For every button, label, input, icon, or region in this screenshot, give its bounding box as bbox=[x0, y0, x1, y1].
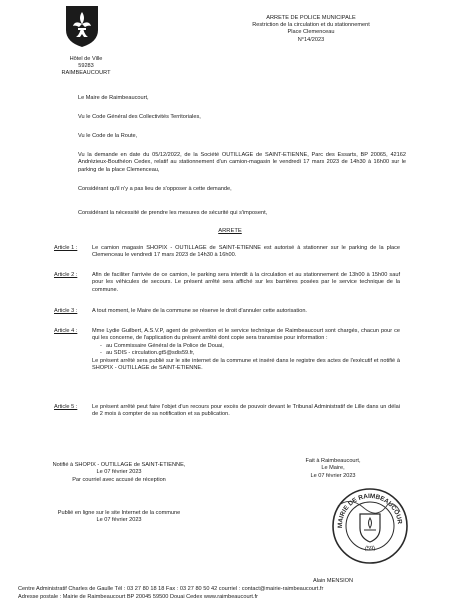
vu-demande: Vu la demande en date du 05/12/2022, de la Société OUTILLAGE de SAINT-ETIENNE, Parc des Essarts, BP 20065, 42162 Andrézieux-Bouthéon Cedex, relatif au stationnement d'un camion-magasin le vendredi 17 mars 2023 de 14h30 à 16h00 sur le parking de la place Clemenceau, bbox=[78, 152, 406, 173]
considerant-1: Considérant qu'il n'y a pas lieu de s'opposer à cette demande, bbox=[78, 186, 232, 192]
article-4-tail: Le présent arrêté sera publié sur le site internet de la commune et inséré dans le registre des actes de l'exécutif et notifié à SHOPIX - OUTILLAGE de SAINT-ETIENNE. bbox=[92, 357, 400, 372]
signature-date: Le 07 février 2023 bbox=[310, 472, 356, 479]
town-hall-address bbox=[56, 56, 116, 77]
signature-role: Le Maire, bbox=[321, 465, 345, 472]
mayor-line: Le Maire de Raimbeaucourt, bbox=[78, 95, 149, 101]
article-3-label: Article 3 : bbox=[54, 308, 78, 314]
decree-title bbox=[236, 15, 386, 44]
recipient-list bbox=[92, 343, 400, 358]
signature-place: Fait à Raimbeaucourt, bbox=[305, 458, 361, 464]
article-1-label: Article 1 : bbox=[54, 245, 78, 251]
stamp-bottom-text: (59) bbox=[364, 545, 376, 553]
publication-block bbox=[44, 510, 194, 525]
article-5-text: Le présent arrêté peut faire l'objet d'un recours pour excès de pouvoir devant le Tribunal Administratif de Lille dans un délai de 2 mois à compter de sa notification et sa publication. bbox=[92, 404, 400, 418]
published-line: Publié en ligne sur le site Internet de la commune bbox=[57, 510, 181, 516]
notification-block bbox=[44, 462, 194, 484]
signature-block bbox=[268, 458, 398, 480]
article-4-text: Mme Lydie Guilbert, A.S.V.P, agent de prévention et le service technique de Raimbeaucourt sont chargés, chacun pour ce qui les concerne, de l'application du présent arrêté dont copie sera transmise pour information : bbox=[92, 328, 400, 342]
considerant-2: Considérant la nécessité de prendre les mesures de sécurité qui s'imposent, bbox=[78, 210, 268, 216]
title-line: Restriction de la circulation et du stationnement bbox=[252, 22, 370, 29]
article-2-label: Article 2 : bbox=[54, 272, 78, 278]
published-date: Le 07 février 2023 bbox=[96, 517, 142, 524]
article-4-label: Article 4 : bbox=[54, 328, 78, 334]
footer-line-2: Adresse postale : Mairie de Raimbeaucourt BP 20045 59500 Douai Cedex www.raimbeaucourt.fr bbox=[18, 594, 258, 600]
town-hall-label: Hôtel de Ville bbox=[69, 56, 103, 62]
stamp-top-text: MAIRIE DE RAIMBEAUCOUR bbox=[336, 492, 403, 529]
article-3-text: A tout moment, le Maire de la commune se réserve le droit d'annuler cette autorisation. bbox=[92, 308, 307, 314]
vu-cgct: Vu le Code Général des Collectivités Territoriales, bbox=[78, 114, 201, 120]
vu-code-route: Vu le Code de la Route, bbox=[78, 133, 138, 139]
article-5-label: Article 5 : bbox=[54, 404, 78, 410]
town-hall-stamp bbox=[330, 486, 410, 566]
list-item: - au Commissaire Général de la Police de Douai, bbox=[106, 343, 400, 350]
title-line: N°14/2023 bbox=[297, 36, 325, 43]
svg-text:(59) bbox=[364, 546, 375, 553]
arrete-heading: ARRETE bbox=[218, 228, 242, 234]
town-label: 59283 RAIMBEAUCOURT bbox=[61, 63, 111, 76]
title-line: Place Clemenceau bbox=[287, 29, 335, 36]
list-item: - au SDIS - circulation.gt5@sdis59.fr, bbox=[106, 350, 400, 357]
article-4-body bbox=[92, 328, 400, 372]
footer-line-1: Centre Administratif Charles de Gaulle Tél : 03 27 80 18 18 Fax : 03 27 80 50 42 courriel : contact@mairie-raimbeaucourt.fr bbox=[18, 586, 324, 592]
notified-date: Le 07 février 2023 bbox=[96, 469, 142, 476]
svg-text:MAIRIE DE RAIMBEAUCOURT bbox=[330, 486, 403, 528]
town-crest-logo bbox=[64, 4, 100, 48]
title-line: ARRETE DE POLICE MUNICIPALE bbox=[266, 15, 356, 21]
notified-line: Notifié à SHOPIX - OUTILLAGE de SAINT-ETIENNE, bbox=[52, 462, 186, 468]
article-2-text: Afin de faciliter l'arrivée de ce camion, le parking sera interdit à la circulation et au stationnement de 13h00 à 15h00 sauf pour les véhicules de secours. Le présent arrêté sera affiché sur les barrières posées par le service technique de la commune. bbox=[92, 272, 400, 293]
notified-method: Par courriel avec accusé de réception bbox=[72, 476, 166, 483]
article-1-text: Le camion magasin SHOPIX - OUTILLAGE de SAINT-ETIENNE est autorisé à stationner sur le parking de la place Clemenceau le vendredi 17 mars 2023 de 14h30 à 16h00. bbox=[92, 245, 400, 259]
mayor-name: Alain MENSION bbox=[312, 578, 354, 584]
